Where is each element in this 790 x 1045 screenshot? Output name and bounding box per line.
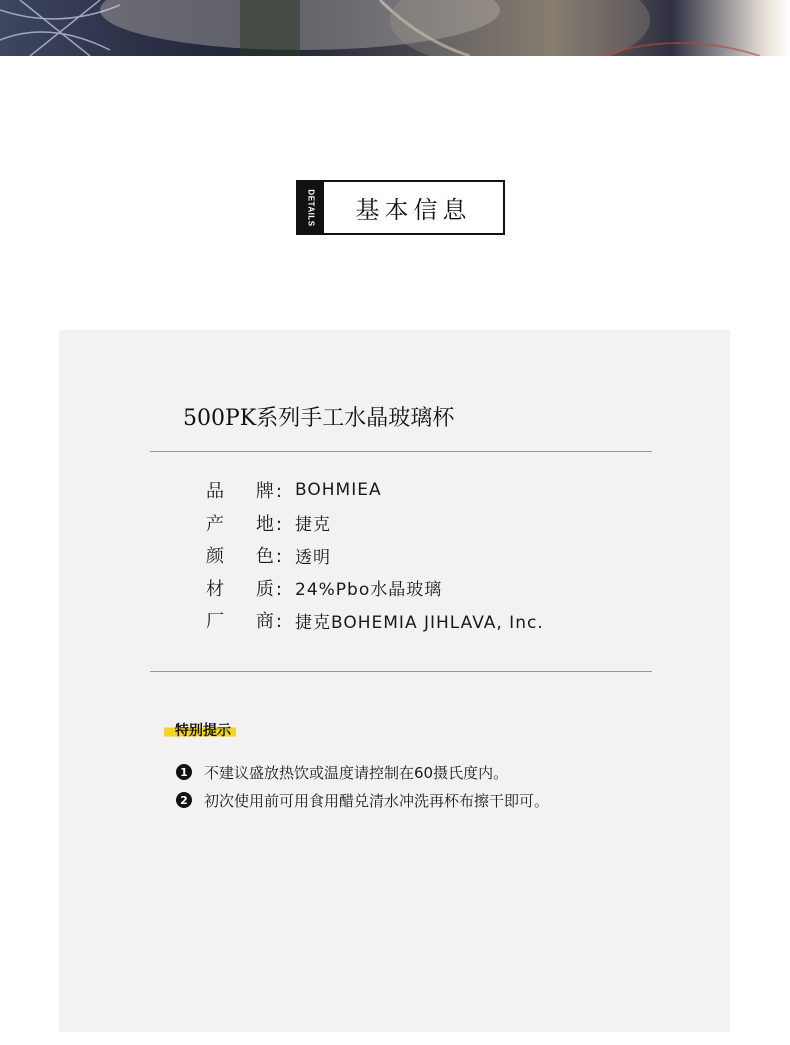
- spec-value: BOHMIEA: [295, 480, 382, 501]
- spec-label: [206, 477, 295, 503]
- spec-colon: :: [275, 611, 282, 633]
- spec-label-char: 牌: [255, 481, 274, 503]
- badge-side-label: DETAILS: [306, 188, 316, 227]
- section-title: 基本信息: [355, 196, 472, 224]
- product-title: 500PK系列手工水晶玻璃杯: [183, 406, 455, 431]
- number-badge-icon: 2: [176, 792, 192, 808]
- spec-colon: :: [275, 546, 282, 568]
- spec-value: 捷克: [295, 515, 331, 536]
- spec-label-char: 地: [255, 513, 274, 535]
- spec-label-char: 材: [206, 578, 224, 600]
- divider-bottom: [150, 671, 652, 672]
- spec-value: 透明: [295, 547, 331, 568]
- notice-text: 初次使用前可用食用醋兑清水冲洗再杯布擦干即可。: [204, 791, 550, 810]
- spec-label-char: 质: [255, 578, 274, 600]
- divider-top: [150, 451, 652, 452]
- spec-value: 捷克BOHEMIA JIHLAVA, Inc.: [295, 612, 544, 633]
- badge-side-bar: [298, 182, 324, 233]
- spec-label: [206, 542, 295, 568]
- spec-label-char: 厂: [206, 611, 224, 633]
- spec-label-char: 颜: [206, 546, 224, 568]
- spec-label: [206, 575, 295, 601]
- notice-list: [176, 758, 549, 814]
- details-panel: [59, 330, 730, 1032]
- number-badge-icon: 1: [176, 764, 192, 780]
- spec-label-char: 商: [255, 611, 274, 633]
- spec-label-char: 品: [206, 481, 224, 503]
- spec-value: 24%Pbo水晶玻璃: [295, 580, 443, 601]
- notice-text: 不建议盛放热饮或温度请控制在60摄氏度内。: [204, 763, 509, 782]
- spec-label-char: 色: [255, 546, 274, 568]
- spec-row-manufacturer: [206, 604, 544, 637]
- spec-list: [206, 474, 544, 637]
- hero-photo-strip: [0, 0, 790, 56]
- spec-row-material: [206, 572, 544, 605]
- notice-item: [176, 786, 549, 814]
- spec-colon: :: [275, 513, 282, 535]
- spec-label: [206, 510, 295, 536]
- spec-row-color: [206, 539, 544, 572]
- tablecloth-pattern: [0, 0, 790, 56]
- notice-tag: 特别提示: [164, 722, 236, 740]
- spec-colon: :: [275, 481, 282, 503]
- spec-colon: :: [275, 578, 282, 600]
- spec-label-char: 产: [206, 513, 224, 535]
- spec-row-brand: [206, 474, 544, 507]
- notice-item: [176, 758, 549, 786]
- spec-row-origin: [206, 507, 544, 540]
- spec-label: [206, 607, 295, 633]
- section-header-badge: [296, 180, 505, 235]
